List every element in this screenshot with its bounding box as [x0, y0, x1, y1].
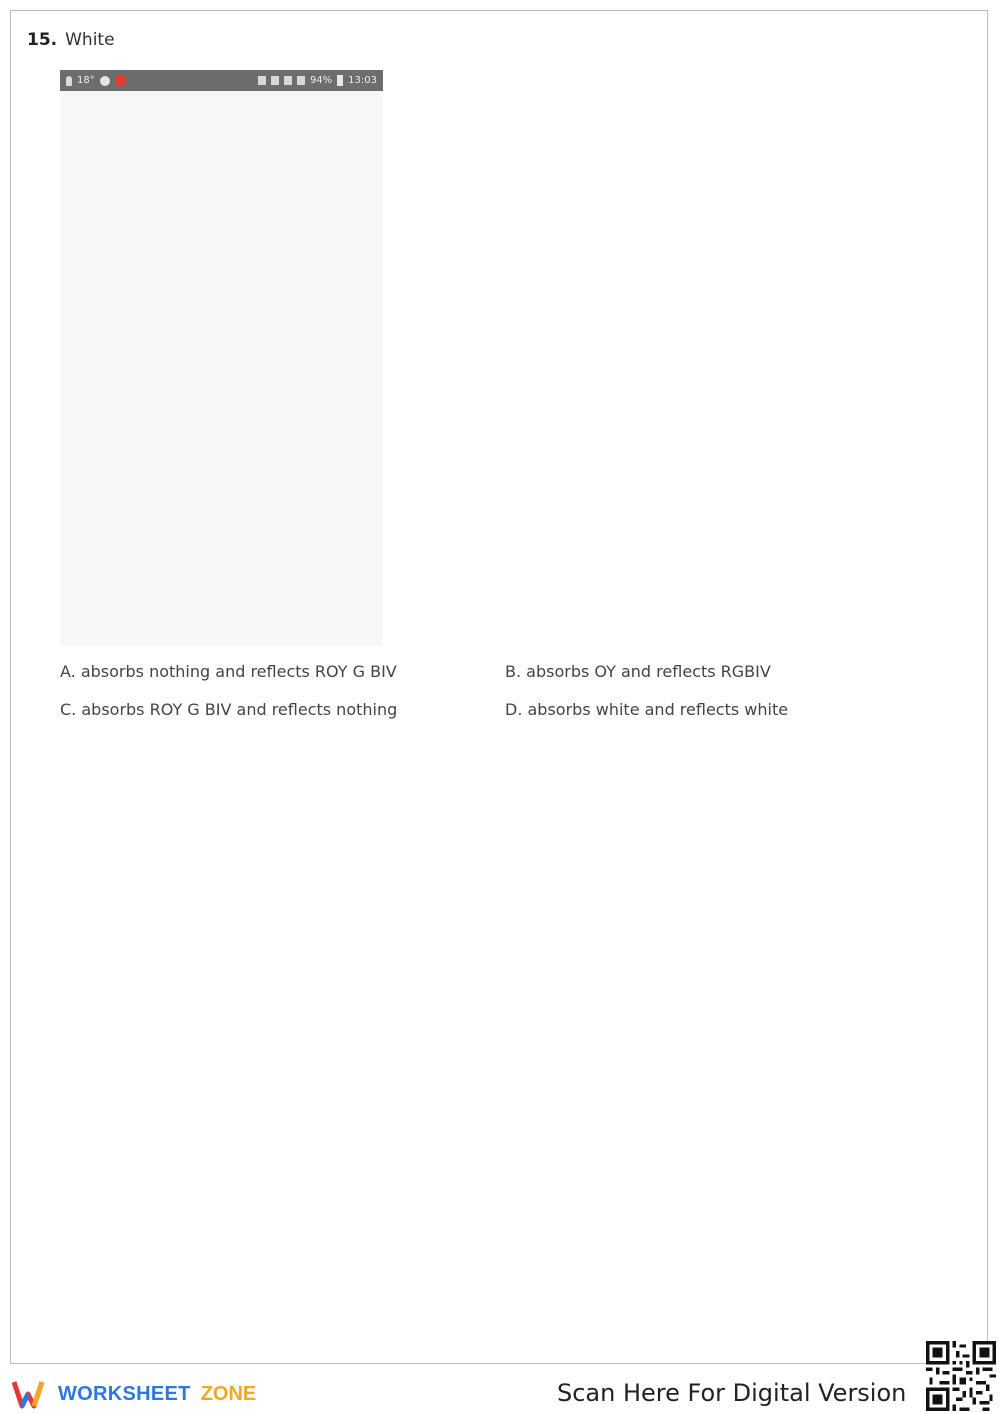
notification-icon: [115, 75, 126, 86]
signal-icon: [297, 76, 305, 85]
option-letter: D.: [505, 700, 523, 719]
scan-label: Scan Here For Digital Version: [557, 1379, 907, 1407]
question-text: White: [65, 30, 115, 50]
qr-code-icon[interactable]: [926, 1341, 996, 1411]
option-c[interactable]: [60, 700, 397, 719]
bluetooth-icon: [258, 76, 266, 85]
status-time: 13:03: [348, 75, 377, 86]
phone-screenshot-image: [60, 70, 383, 646]
question-header: [27, 30, 115, 50]
option-letter: C.: [60, 700, 77, 719]
phone-call-icon: [100, 76, 110, 86]
option-a[interactable]: [60, 662, 397, 681]
battery-percent: 94%: [309, 75, 333, 86]
option-letter: B.: [505, 662, 522, 681]
worksheetzone-logo[interactable]: [12, 1378, 256, 1410]
nfc-icon: [284, 76, 292, 85]
question-number: 15.: [27, 30, 58, 50]
brand-worksheet: WORKSHEET: [58, 1382, 191, 1405]
brand-zone: ZONE: [200, 1382, 257, 1405]
w-logo-icon: [12, 1378, 52, 1410]
option-text: absorbs OY and reflects RGBIV: [526, 662, 771, 681]
option-text: absorbs white and reflects white: [527, 700, 789, 719]
option-d[interactable]: [505, 700, 788, 719]
option-text: absorbs nothing and reflects ROY G BIV: [80, 662, 397, 681]
phone-status-bar: [60, 70, 383, 91]
status-temperature: 18°: [77, 75, 95, 86]
option-b[interactable]: [505, 662, 771, 681]
option-text: absorbs ROY G BIV and reflects nothing: [81, 700, 398, 719]
battery-icon: [337, 75, 343, 86]
person-icon: [66, 76, 72, 86]
vibrate-icon: [271, 76, 279, 85]
option-letter: A.: [60, 662, 76, 681]
